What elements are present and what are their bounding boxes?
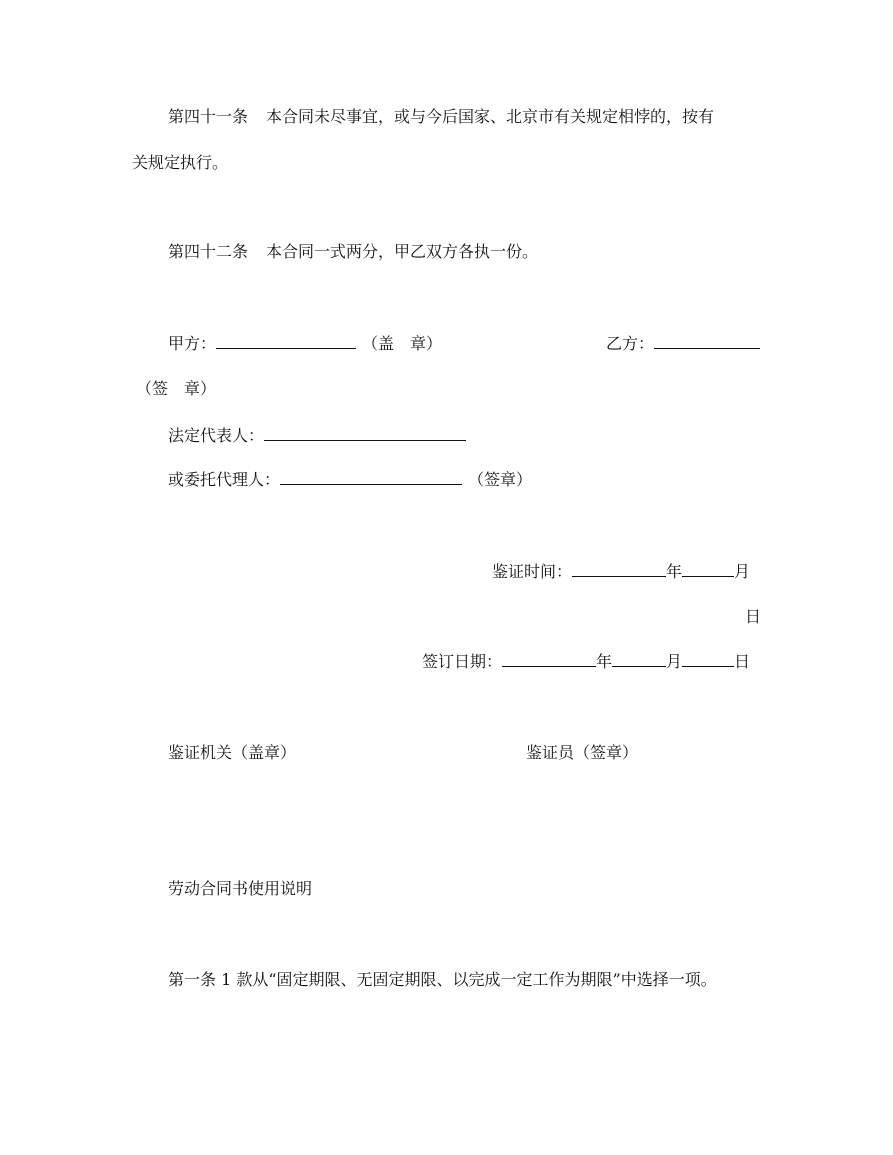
article-42-text: 本合同一式两分，甲乙双方各执一份。: [266, 242, 539, 261]
party-b-line: [606, 333, 760, 355]
verification-officer: 鉴证员（签章）: [526, 743, 639, 762]
legal-rep-blank[interactable]: [264, 426, 466, 441]
article-41-line-2: 关规定执行。: [132, 153, 229, 172]
instructions-title: 劳动合同书使用说明: [168, 879, 313, 898]
article-41-text: 本合同未尽事宜，或与今后国家、北京市有关规定相悖的，按有: [266, 107, 715, 126]
agent-line: [168, 469, 532, 491]
party-a-blank[interactable]: [216, 334, 356, 349]
signing-year-blank[interactable]: [502, 652, 596, 667]
verification-time-label: 鉴证时间：: [492, 562, 573, 581]
signing-day-blank[interactable]: [682, 652, 734, 667]
verification-day-unit: 日: [745, 607, 762, 626]
verification-year-unit: 年: [666, 562, 683, 581]
signing-month-unit: 月: [666, 652, 683, 671]
party-b-seal: （签 章）: [136, 379, 217, 398]
agent-label: 或委托代理人：: [168, 470, 281, 489]
verification-month-unit: 月: [734, 562, 751, 581]
article-42-line: [168, 241, 538, 263]
article-41-label: 第四十一条: [168, 107, 249, 126]
party-a-seal: （盖 章）: [362, 334, 443, 353]
article-42-label: 第四十二条: [168, 242, 249, 261]
instructions-item-1: 第一条 1 款从“固定期限、无固定期限、以完成一定工作为期限”中选择一项。: [168, 970, 717, 989]
agent-seal: （签章）: [468, 470, 533, 489]
verification-time-line: [492, 561, 750, 583]
verification-year-blank[interactable]: [572, 562, 666, 577]
signing-date-label: 签订日期：: [422, 652, 503, 671]
signing-date-line: [422, 651, 750, 673]
article-41-line-1: [168, 106, 714, 128]
verification-month-blank[interactable]: [682, 562, 734, 577]
signing-year-unit: 年: [596, 652, 613, 671]
party-a-label: 甲方：: [168, 334, 217, 353]
verification-agency: 鉴证机关（盖章）: [168, 743, 297, 762]
legal-rep-label: 法定代表人：: [168, 426, 265, 445]
agent-blank[interactable]: [280, 470, 462, 485]
signing-day-unit: 日: [734, 652, 751, 671]
party-b-label: 乙方：: [606, 334, 655, 353]
signing-month-blank[interactable]: [612, 652, 666, 667]
party-a-line: [168, 333, 442, 355]
legal-rep-line: [168, 425, 466, 447]
party-b-blank[interactable]: [654, 334, 760, 349]
